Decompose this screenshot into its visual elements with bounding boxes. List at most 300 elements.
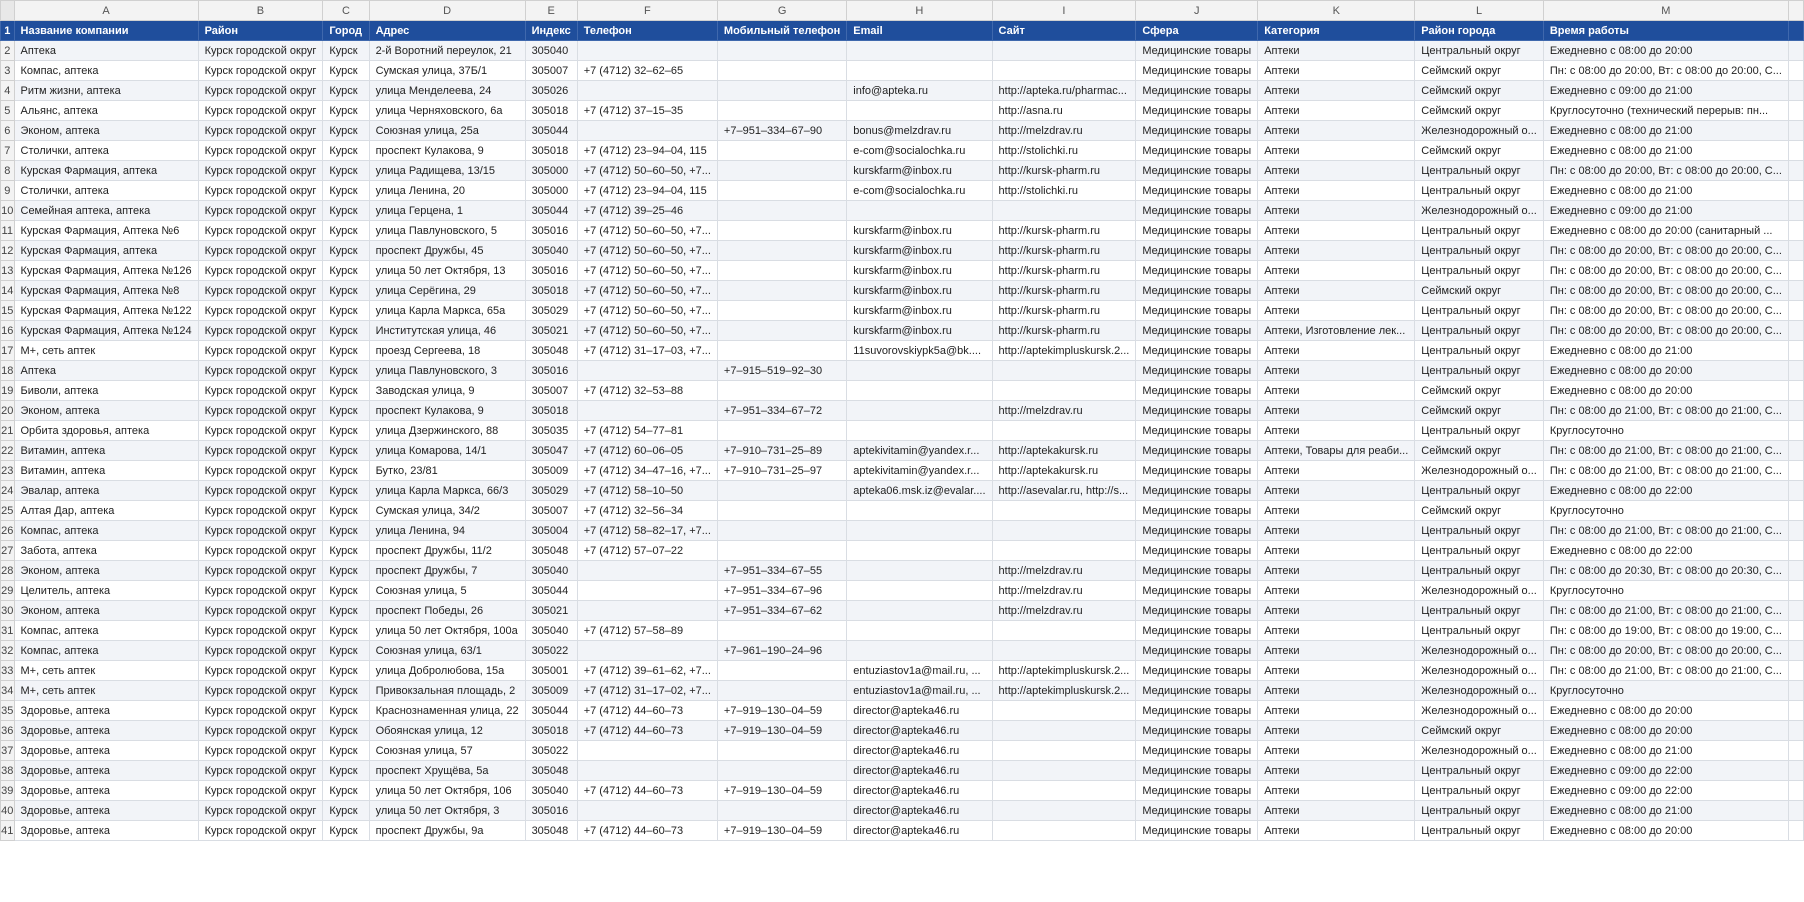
table-cell[interactable]: 305007 [525, 381, 577, 401]
table-cell[interactable] [717, 341, 846, 361]
table-cell[interactable] [992, 621, 1136, 641]
table-cell[interactable] [717, 801, 846, 821]
table-cell[interactable]: http://kursk-pharm.ru [992, 241, 1136, 261]
table-cell[interactable]: Эконом, аптека [14, 601, 198, 621]
table-cell[interactable]: Компас, аптека [14, 641, 198, 661]
table-cell[interactable]: Ежедневно с 08:00 до 22:00 [1543, 541, 1788, 561]
row-number[interactable]: 39 [1, 781, 15, 801]
table-cell[interactable]: +7 (4712) 31–17–02, +7... [577, 681, 717, 701]
table-cell[interactable]: 305018 [525, 101, 577, 121]
row-number[interactable]: 28 [1, 561, 15, 581]
table-cell[interactable]: +7–915–519–92–30 [717, 361, 846, 381]
table-cell[interactable]: Аптеки [1258, 421, 1415, 441]
table-cell[interactable]: Медицинские товары [1136, 821, 1258, 841]
table-cell[interactable]: 305016 [525, 261, 577, 281]
table-cell[interactable]: Пн: с 08:00 до 20:00, Вт: с 08:00 до 20:00, С... [1543, 161, 1788, 181]
table-cell[interactable]: Медицинские товары [1136, 61, 1258, 81]
table-cell[interactable]: Алтая Дар, аптека [14, 501, 198, 521]
table-cell[interactable]: М+, сеть аптек [14, 661, 198, 681]
table-cell[interactable]: Ежедневно с 08:00 до 20:00 [1543, 381, 1788, 401]
table-cell[interactable] [717, 181, 846, 201]
table-cell[interactable]: улица Карла Маркса, 66/3 [369, 481, 525, 501]
table-cell[interactable] [847, 41, 992, 61]
table-cell[interactable] [717, 481, 846, 501]
table-cell[interactable]: Курск городской округ [198, 601, 323, 621]
table-cell[interactable]: Медицинские товары [1136, 261, 1258, 281]
column-header-overflow[interactable] [1788, 21, 1803, 41]
table-cell[interactable]: Курск [323, 41, 369, 61]
row-number[interactable]: 30 [1, 601, 15, 621]
table-cell[interactable]: Круглосуточно [1543, 421, 1788, 441]
table-cell[interactable]: http://asna.ru [992, 101, 1136, 121]
table-cell[interactable]: Медицинские товары [1136, 681, 1258, 701]
table-cell[interactable]: Курск [323, 701, 369, 721]
table-cell[interactable]: Аптеки [1258, 201, 1415, 221]
table-cell[interactable]: Медицинские товары [1136, 201, 1258, 221]
table-cell[interactable]: http://asevalar.ru, http://s... [992, 481, 1136, 501]
table-cell[interactable]: +7 (4712) 50–60–50, +7... [577, 321, 717, 341]
table-cell[interactable]: Курск [323, 241, 369, 261]
table-cell-overflow[interactable] [1788, 561, 1803, 581]
table-cell[interactable]: Эконом, аптека [14, 401, 198, 421]
table-cell[interactable]: Курск городской округ [198, 261, 323, 281]
table-cell[interactable]: 305018 [525, 141, 577, 161]
table-cell[interactable]: Центральный округ [1415, 421, 1544, 441]
table-cell[interactable]: Аптеки [1258, 701, 1415, 721]
table-cell[interactable]: Аптеки [1258, 741, 1415, 761]
table-cell[interactable]: +7 (4712) 58–10–50 [577, 481, 717, 501]
table-cell[interactable]: http://kursk-pharm.ru [992, 321, 1136, 341]
table-cell[interactable]: Пн: с 08:00 до 20:00, Вт: с 08:00 до 20:00, С... [1543, 301, 1788, 321]
table-cell[interactable]: Курск городской округ [198, 741, 323, 761]
table-cell[interactable]: 305000 [525, 161, 577, 181]
table-cell[interactable]: Курск городской округ [198, 301, 323, 321]
table-cell[interactable] [717, 301, 846, 321]
table-cell[interactable]: Медицинские товары [1136, 81, 1258, 101]
column-header[interactable]: Телефон [577, 21, 717, 41]
table-cell[interactable]: Ежедневно с 08:00 до 21:00 [1543, 181, 1788, 201]
row-number[interactable]: 8 [1, 161, 15, 181]
table-cell[interactable]: Пн: с 08:00 до 20:00, Вт: с 08:00 до 20:00, С... [1543, 261, 1788, 281]
table-cell[interactable]: Курск городской округ [198, 561, 323, 581]
table-cell[interactable]: director@apteka46.ru [847, 741, 992, 761]
table-cell[interactable]: http://kursk-pharm.ru [992, 261, 1136, 281]
table-cell[interactable]: Железнодорожный о... [1415, 701, 1544, 721]
table-cell[interactable]: Аптеки [1258, 461, 1415, 481]
table-cell[interactable]: +7–951–334–67–90 [717, 121, 846, 141]
table-cell[interactable]: 305040 [525, 621, 577, 641]
table-cell[interactable]: Курск [323, 661, 369, 681]
table-cell[interactable]: Аптеки [1258, 361, 1415, 381]
table-cell[interactable]: +7–961–190–24–96 [717, 641, 846, 661]
table-cell[interactable]: Пн: с 08:00 до 20:30, Вт: с 08:00 до 20:30, С... [1543, 561, 1788, 581]
table-cell-overflow[interactable] [1788, 821, 1803, 841]
table-cell[interactable]: Аптеки [1258, 641, 1415, 661]
table-cell[interactable]: Сеймский округ [1415, 61, 1544, 81]
table-cell-overflow[interactable] [1788, 501, 1803, 521]
table-cell[interactable]: Аптеки, Изготовление лек... [1258, 321, 1415, 341]
table-cell[interactable]: e-com@socialochka.ru [847, 181, 992, 201]
table-cell[interactable]: Медицинские товары [1136, 181, 1258, 201]
table-cell[interactable] [717, 61, 846, 81]
table-cell[interactable]: 305018 [525, 401, 577, 421]
table-cell[interactable]: Медицинские товары [1136, 461, 1258, 481]
row-number[interactable]: 5 [1, 101, 15, 121]
table-cell[interactable]: Курск [323, 81, 369, 101]
table-cell[interactable] [992, 701, 1136, 721]
column-header[interactable]: Адрес [369, 21, 525, 41]
column-header[interactable]: Район [198, 21, 323, 41]
table-cell[interactable]: Ритм жизни, аптека [14, 81, 198, 101]
row-number[interactable]: 25 [1, 501, 15, 521]
table-cell[interactable]: Медицинские товары [1136, 781, 1258, 801]
table-cell[interactable]: Курск [323, 501, 369, 521]
table-cell[interactable]: http://aptekimpluskursk.2... [992, 341, 1136, 361]
table-cell[interactable]: kurskfarm@inbox.ru [847, 281, 992, 301]
row-number[interactable]: 16 [1, 321, 15, 341]
table-cell[interactable]: Обоянская улица, 12 [369, 721, 525, 741]
table-cell[interactable]: Курск городской округ [198, 441, 323, 461]
row-number[interactable]: 4 [1, 81, 15, 101]
table-cell[interactable]: Ежедневно с 09:00 до 21:00 [1543, 81, 1788, 101]
table-cell[interactable]: +7 (4712) 34–47–16, +7... [577, 461, 717, 481]
table-cell[interactable]: Центральный округ [1415, 181, 1544, 201]
table-cell[interactable]: Витамин, аптека [14, 461, 198, 481]
column-header[interactable]: Район города [1415, 21, 1544, 41]
table-cell[interactable]: Аптеки [1258, 501, 1415, 521]
table-cell[interactable]: Союзная улица, 57 [369, 741, 525, 761]
table-cell[interactable]: улица Павлуновского, 3 [369, 361, 525, 381]
table-cell[interactable]: Союзная улица, 25а [369, 121, 525, 141]
table-cell[interactable]: Курск городской округ [198, 621, 323, 641]
table-cell[interactable]: Курская Фармация, Аптека №122 [14, 301, 198, 321]
table-cell[interactable]: М+, сеть аптек [14, 341, 198, 361]
table-cell[interactable]: Аптеки [1258, 581, 1415, 601]
table-cell[interactable]: Привокзальная площадь, 2 [369, 681, 525, 701]
table-cell[interactable]: Ежедневно с 08:00 до 20:00 [1543, 361, 1788, 381]
table-cell[interactable] [577, 401, 717, 421]
table-cell[interactable]: Курск [323, 761, 369, 781]
table-cell[interactable]: Курск городской округ [198, 781, 323, 801]
table-cell[interactable]: Курск [323, 521, 369, 541]
table-cell[interactable]: +7 (4712) 60–06–05 [577, 441, 717, 461]
table-cell-overflow[interactable] [1788, 641, 1803, 661]
table-cell-overflow[interactable] [1788, 101, 1803, 121]
table-cell[interactable]: Курск [323, 641, 369, 661]
table-cell[interactable]: Курск городской округ [198, 361, 323, 381]
table-cell[interactable]: Ежедневно с 08:00 до 22:00 [1543, 481, 1788, 501]
row-number[interactable]: 34 [1, 681, 15, 701]
table-cell[interactable]: http://aptekakursk.ru [992, 461, 1136, 481]
table-cell[interactable] [992, 41, 1136, 61]
table-cell[interactable]: http://stolichki.ru [992, 181, 1136, 201]
table-cell[interactable] [992, 421, 1136, 441]
row-number[interactable]: 3 [1, 61, 15, 81]
table-cell[interactable]: Курск городской округ [198, 181, 323, 201]
table-cell-overflow[interactable] [1788, 301, 1803, 321]
table-cell[interactable]: http://melzdrav.ru [992, 121, 1136, 141]
table-cell[interactable]: http://stolichki.ru [992, 141, 1136, 161]
table-cell[interactable]: +7 (4712) 50–60–50, +7... [577, 221, 717, 241]
table-cell[interactable]: Аптеки [1258, 141, 1415, 161]
table-cell[interactable]: Медицинские товары [1136, 401, 1258, 421]
table-cell[interactable]: Железнодорожный о... [1415, 741, 1544, 761]
table-cell[interactable] [847, 621, 992, 641]
table-cell[interactable]: Аптеки, Товары для реаби... [1258, 441, 1415, 461]
table-cell-overflow[interactable] [1788, 441, 1803, 461]
table-cell[interactable]: Эвалар, аптека [14, 481, 198, 501]
table-cell[interactable]: 11suvorovskiypk5a@bk.... [847, 341, 992, 361]
table-cell[interactable]: Медицинские товары [1136, 581, 1258, 601]
table-cell[interactable]: 305007 [525, 61, 577, 81]
table-cell[interactable]: Пн: с 08:00 до 20:00, Вт: с 08:00 до 20:00, С... [1543, 321, 1788, 341]
table-cell[interactable]: +7–919–130–04–59 [717, 781, 846, 801]
table-cell[interactable] [717, 541, 846, 561]
table-cell[interactable]: Пн: с 08:00 до 21:00, Вт: с 08:00 до 21:00, С... [1543, 521, 1788, 541]
table-cell[interactable]: Аптеки [1258, 541, 1415, 561]
row-number[interactable]: 11 [1, 221, 15, 241]
table-cell[interactable]: Курск городской округ [198, 201, 323, 221]
table-cell[interactable]: Курск [323, 121, 369, 141]
table-cell[interactable]: Курск городской округ [198, 481, 323, 501]
table-cell[interactable] [577, 41, 717, 61]
table-cell[interactable]: М+, сеть аптек [14, 681, 198, 701]
table-cell[interactable]: Ежедневно с 08:00 до 21:00 [1543, 141, 1788, 161]
table-cell[interactable] [717, 261, 846, 281]
table-cell[interactable]: Ежедневно с 08:00 до 20:00 [1543, 821, 1788, 841]
table-cell[interactable]: 305040 [525, 41, 577, 61]
column-header[interactable]: Время работы [1543, 21, 1788, 41]
table-cell[interactable]: +7 (4712) 23–94–04, 115 [577, 141, 717, 161]
row-number[interactable]: 24 [1, 481, 15, 501]
table-cell[interactable] [577, 741, 717, 761]
column-header[interactable]: Город [323, 21, 369, 41]
row-number[interactable]: 36 [1, 721, 15, 741]
table-cell[interactable]: Сеймский округ [1415, 441, 1544, 461]
table-cell[interactable]: проезд Сергеева, 18 [369, 341, 525, 361]
table-cell[interactable]: Ежедневно с 08:00 до 21:00 [1543, 741, 1788, 761]
table-cell[interactable]: Союзная улица, 63/1 [369, 641, 525, 661]
table-cell[interactable] [992, 741, 1136, 761]
table-cell[interactable]: Курск городской округ [198, 581, 323, 601]
column-letter-g[interactable]: G [717, 1, 846, 21]
table-cell-overflow[interactable] [1788, 521, 1803, 541]
table-cell[interactable]: Медицинские товары [1136, 741, 1258, 761]
table-cell[interactable]: Центральный округ [1415, 601, 1544, 621]
table-cell-overflow[interactable] [1788, 321, 1803, 341]
column-letter-overflow[interactable] [1788, 1, 1803, 21]
table-cell[interactable]: Аптеки [1258, 681, 1415, 701]
table-cell[interactable] [717, 161, 846, 181]
table-cell[interactable]: Медицинские товары [1136, 721, 1258, 741]
table-cell[interactable]: Железнодорожный о... [1415, 661, 1544, 681]
table-cell[interactable]: http://aptekakursk.ru [992, 441, 1136, 461]
table-cell[interactable]: Курск [323, 321, 369, 341]
table-cell[interactable]: 305044 [525, 581, 577, 601]
table-cell[interactable]: Курск [323, 721, 369, 741]
table-cell[interactable]: Курск [323, 481, 369, 501]
table-cell[interactable]: Курск [323, 201, 369, 221]
table-cell[interactable]: 305016 [525, 801, 577, 821]
table-cell[interactable]: Здоровье, аптека [14, 801, 198, 821]
table-cell-overflow[interactable] [1788, 81, 1803, 101]
table-cell[interactable]: 305048 [525, 541, 577, 561]
table-cell-overflow[interactable] [1788, 201, 1803, 221]
table-cell[interactable]: Медицинские товары [1136, 561, 1258, 581]
table-cell[interactable]: Медицинские товары [1136, 161, 1258, 181]
table-cell[interactable] [577, 601, 717, 621]
table-cell-overflow[interactable] [1788, 421, 1803, 441]
table-cell[interactable] [847, 541, 992, 561]
table-cell[interactable] [847, 361, 992, 381]
table-cell[interactable]: Центральный округ [1415, 161, 1544, 181]
table-cell[interactable] [717, 81, 846, 101]
table-cell[interactable]: Аптека [14, 361, 198, 381]
table-cell[interactable]: Союзная улица, 5 [369, 581, 525, 601]
table-cell[interactable]: Медицинские товары [1136, 381, 1258, 401]
table-cell[interactable]: улица 50 лет Октября, 13 [369, 261, 525, 281]
table-cell[interactable]: улица Комарова, 14/1 [369, 441, 525, 461]
row-number[interactable]: 7 [1, 141, 15, 161]
table-cell[interactable]: Курск городской округ [198, 141, 323, 161]
table-cell[interactable] [577, 121, 717, 141]
table-cell[interactable]: http://kursk-pharm.ru [992, 161, 1136, 181]
table-cell[interactable] [717, 501, 846, 521]
table-cell[interactable]: Курск городской округ [198, 61, 323, 81]
table-cell[interactable]: Пн: с 08:00 до 21:00, Вт: с 08:00 до 21:00, С... [1543, 661, 1788, 681]
table-cell[interactable]: Аптеки [1258, 381, 1415, 401]
table-cell[interactable] [992, 781, 1136, 801]
table-cell[interactable]: Курск городской округ [198, 721, 323, 741]
table-cell[interactable]: Медицинские товары [1136, 441, 1258, 461]
row-number[interactable]: 2 [1, 41, 15, 61]
table-cell[interactable]: Медицинские товары [1136, 321, 1258, 341]
table-cell[interactable]: Медицинские товары [1136, 301, 1258, 321]
table-cell-overflow[interactable] [1788, 181, 1803, 201]
table-cell[interactable]: Центральный округ [1415, 41, 1544, 61]
row-number[interactable]: 17 [1, 341, 15, 361]
table-cell[interactable]: Аптеки [1258, 401, 1415, 421]
table-cell[interactable]: entuziastov1a@mail.ru, ... [847, 681, 992, 701]
table-cell[interactable]: Железнодорожный о... [1415, 121, 1544, 141]
table-cell[interactable]: Аптеки [1258, 161, 1415, 181]
table-cell[interactable]: Медицинские товары [1136, 361, 1258, 381]
row-number[interactable]: 13 [1, 261, 15, 281]
table-cell[interactable] [992, 801, 1136, 821]
table-cell[interactable]: Курск [323, 161, 369, 181]
table-cell[interactable] [992, 201, 1136, 221]
table-cell[interactable]: Железнодорожный о... [1415, 581, 1544, 601]
table-cell[interactable]: Курск [323, 341, 369, 361]
table-cell[interactable]: Аптеки [1258, 341, 1415, 361]
row-number[interactable]: 31 [1, 621, 15, 641]
table-cell[interactable] [717, 741, 846, 761]
table-cell[interactable]: Сеймский округ [1415, 281, 1544, 301]
table-cell[interactable]: +7 (4712) 23–94–04, 115 [577, 181, 717, 201]
table-cell[interactable]: +7–919–130–04–59 [717, 721, 846, 741]
table-cell[interactable] [847, 601, 992, 621]
table-cell[interactable]: Курск городской округ [198, 381, 323, 401]
table-cell[interactable]: Круглосуточно [1543, 681, 1788, 701]
table-cell[interactable]: Центральный округ [1415, 521, 1544, 541]
table-cell[interactable]: director@apteka46.ru [847, 721, 992, 741]
table-cell[interactable]: улица 50 лет Октября, 106 [369, 781, 525, 801]
row-number[interactable]: 32 [1, 641, 15, 661]
column-letter-c[interactable]: C [323, 1, 369, 21]
table-cell[interactable]: +7 (4712) 50–60–50, +7... [577, 261, 717, 281]
table-cell[interactable]: Железнодорожный о... [1415, 641, 1544, 661]
table-cell[interactable]: Курск [323, 581, 369, 601]
table-cell[interactable] [717, 141, 846, 161]
table-cell[interactable]: +7 (4712) 39–25–46 [577, 201, 717, 221]
table-cell[interactable]: проспект Дружбы, 45 [369, 241, 525, 261]
table-cell[interactable]: entuziastov1a@mail.ru, ... [847, 661, 992, 681]
table-cell[interactable]: Курск [323, 141, 369, 161]
table-cell[interactable]: Пн: с 08:00 до 21:00, Вт: с 08:00 до 21:00, С... [1543, 441, 1788, 461]
table-cell[interactable]: Витамин, аптека [14, 441, 198, 461]
column-header[interactable]: Категория [1258, 21, 1415, 41]
table-cell[interactable]: Центральный округ [1415, 561, 1544, 581]
table-cell[interactable]: Ежедневно с 09:00 до 22:00 [1543, 781, 1788, 801]
table-cell[interactable]: 305022 [525, 641, 577, 661]
table-cell[interactable]: +7 (4712) 50–60–50, +7... [577, 281, 717, 301]
table-cell[interactable]: Ежедневно с 08:00 до 20:00 (санитарный ... [1543, 221, 1788, 241]
row-number[interactable]: 22 [1, 441, 15, 461]
table-cell[interactable]: Курск городской округ [198, 661, 323, 681]
row-number[interactable]: 41 [1, 821, 15, 841]
table-cell[interactable]: улица Дзержинского, 88 [369, 421, 525, 441]
table-cell[interactable]: 305016 [525, 361, 577, 381]
table-cell-overflow[interactable] [1788, 581, 1803, 601]
table-cell[interactable]: Аптеки [1258, 781, 1415, 801]
table-cell[interactable]: Курск [323, 821, 369, 841]
table-cell[interactable]: Бутко, 23/81 [369, 461, 525, 481]
table-cell[interactable]: Курск городской округ [198, 81, 323, 101]
table-cell-overflow[interactable] [1788, 241, 1803, 261]
table-cell[interactable]: +7 (4712) 37–15–35 [577, 101, 717, 121]
table-cell[interactable]: Курск [323, 281, 369, 301]
table-cell[interactable]: Пн: с 08:00 до 21:00, Вт: с 08:00 до 21:00, С... [1543, 401, 1788, 421]
table-cell[interactable]: +7 (4712) 39–61–62, +7... [577, 661, 717, 681]
column-header[interactable]: Email [847, 21, 992, 41]
table-cell[interactable]: e-com@socialochka.ru [847, 141, 992, 161]
row-number[interactable]: 38 [1, 761, 15, 781]
table-cell[interactable]: Курск [323, 221, 369, 241]
table-cell[interactable]: Курск [323, 541, 369, 561]
table-cell[interactable] [847, 61, 992, 81]
table-cell[interactable]: Аптеки [1258, 601, 1415, 621]
table-cell[interactable] [577, 561, 717, 581]
table-cell-overflow[interactable] [1788, 161, 1803, 181]
table-cell[interactable]: Аптеки [1258, 661, 1415, 681]
table-cell[interactable]: Биволи, аптека [14, 381, 198, 401]
row-number[interactable]: 18 [1, 361, 15, 381]
table-cell[interactable] [992, 761, 1136, 781]
table-cell[interactable]: 305048 [525, 821, 577, 841]
table-cell[interactable] [717, 621, 846, 641]
table-cell[interactable]: Столички, аптека [14, 181, 198, 201]
table-cell[interactable]: Медицинские товары [1136, 121, 1258, 141]
table-cell[interactable]: Курск городской округ [198, 541, 323, 561]
table-cell[interactable]: Медицинские товары [1136, 221, 1258, 241]
table-cell[interactable]: http://melzdrav.ru [992, 581, 1136, 601]
table-cell[interactable]: http://melzdrav.ru [992, 601, 1136, 621]
table-cell[interactable] [847, 521, 992, 541]
table-cell[interactable]: улица Черняховского, 6а [369, 101, 525, 121]
table-cell[interactable] [717, 381, 846, 401]
table-cell-overflow[interactable] [1788, 601, 1803, 621]
table-cell[interactable]: Курск городской округ [198, 641, 323, 661]
